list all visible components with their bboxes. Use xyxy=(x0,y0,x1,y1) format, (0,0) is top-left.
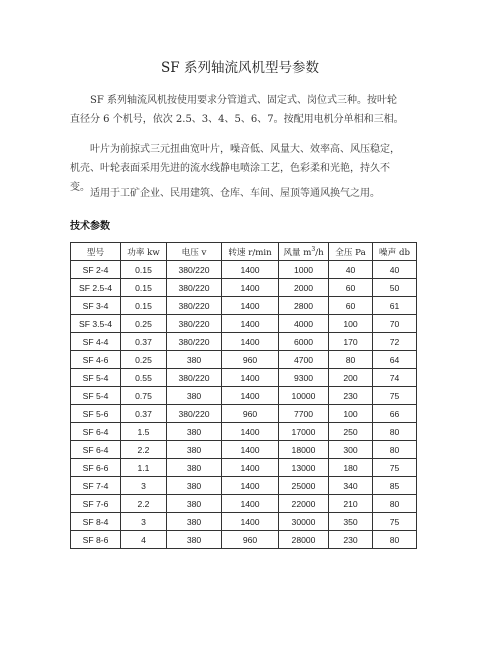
cell-power: 4 xyxy=(121,531,167,549)
cell-pressure: 60 xyxy=(329,279,373,297)
cell-power: 0.37 xyxy=(121,333,167,351)
cell-pressure: 180 xyxy=(329,459,373,477)
cell-airflow: 2000 xyxy=(279,279,329,297)
cell-voltage: 380 xyxy=(167,459,222,477)
cell-speed: 1400 xyxy=(222,297,279,315)
cell-power: 2.2 xyxy=(121,441,167,459)
header-airflow-suffix: /h xyxy=(315,247,324,258)
cell-model: SF 5-4 xyxy=(71,387,121,405)
cell-speed: 1400 xyxy=(222,387,279,405)
cell-airflow: 6000 xyxy=(279,333,329,351)
cell-airflow: 13000 xyxy=(279,459,329,477)
header-voltage: 电压 v xyxy=(167,243,222,261)
table-row xyxy=(71,405,417,423)
cell-noise: 80 xyxy=(373,531,417,549)
table-row xyxy=(71,315,417,333)
cell-power: 1.1 xyxy=(121,459,167,477)
cell-airflow: 22000 xyxy=(279,495,329,513)
cell-noise: 85 xyxy=(373,477,417,495)
cell-speed: 960 xyxy=(222,531,279,549)
cell-model: SF 6-4 xyxy=(71,441,121,459)
cell-noise: 75 xyxy=(373,387,417,405)
table-row xyxy=(71,351,417,369)
cell-model: SF 4-4 xyxy=(71,333,121,351)
cell-power: 1.5 xyxy=(121,423,167,441)
cell-airflow: 4000 xyxy=(279,315,329,333)
header-airflow-sup: 3 xyxy=(311,245,316,253)
table-row xyxy=(71,261,417,279)
cell-voltage: 380/220 xyxy=(167,261,222,279)
cell-voltage: 380/220 xyxy=(167,333,222,351)
cell-airflow: 2800 xyxy=(279,297,329,315)
header-pressure: 全压 Pa xyxy=(329,243,373,261)
cell-model: SF 8-4 xyxy=(71,513,121,531)
cell-noise: 40 xyxy=(373,261,417,279)
cell-noise: 72 xyxy=(373,333,417,351)
cell-airflow: 17000 xyxy=(279,423,329,441)
table-row xyxy=(71,279,417,297)
cell-pressure: 230 xyxy=(329,531,373,549)
cell-pressure: 100 xyxy=(329,405,373,423)
cell-voltage: 380 xyxy=(167,387,222,405)
cell-airflow: 1000 xyxy=(279,261,329,279)
cell-pressure: 100 xyxy=(329,315,373,333)
cell-noise: 75 xyxy=(373,459,417,477)
cell-pressure: 210 xyxy=(329,495,373,513)
cell-noise: 70 xyxy=(373,315,417,333)
cell-model: SF 5-4 xyxy=(71,369,121,387)
cell-voltage: 380 xyxy=(167,513,222,531)
cell-pressure: 230 xyxy=(329,387,373,405)
cell-power: 0.55 xyxy=(121,369,167,387)
cell-pressure: 170 xyxy=(329,333,373,351)
cell-noise: 80 xyxy=(373,441,417,459)
cell-power: 0.15 xyxy=(121,279,167,297)
cell-airflow: 4700 xyxy=(279,351,329,369)
table-row xyxy=(71,513,417,531)
table-row xyxy=(71,459,417,477)
cell-power: 0.37 xyxy=(121,405,167,423)
cell-model: SF 7-6 xyxy=(71,495,121,513)
header-model: 型号 xyxy=(71,243,121,261)
header-noise: 噪声 db xyxy=(373,243,417,261)
cell-voltage: 380 xyxy=(167,477,222,495)
table-row xyxy=(71,441,417,459)
cell-airflow: 7700 xyxy=(279,405,329,423)
cell-voltage: 380/220 xyxy=(167,297,222,315)
header-speed: 转速 r/min xyxy=(222,243,279,261)
table-row xyxy=(71,495,417,513)
cell-model: SF 3-4 xyxy=(71,297,121,315)
spec-table xyxy=(70,242,417,549)
cell-pressure: 60 xyxy=(329,297,373,315)
cell-airflow: 18000 xyxy=(279,441,329,459)
cell-pressure: 200 xyxy=(329,369,373,387)
cell-model: SF 2-4 xyxy=(71,261,121,279)
cell-noise: 66 xyxy=(373,405,417,423)
table-row xyxy=(71,387,417,405)
cell-pressure: 40 xyxy=(329,261,373,279)
cell-pressure: 340 xyxy=(329,477,373,495)
cell-airflow: 28000 xyxy=(279,531,329,549)
cell-speed: 960 xyxy=(222,351,279,369)
cell-model: SF 2.5-4 xyxy=(71,279,121,297)
cell-model: SF 7-4 xyxy=(71,477,121,495)
cell-model: SF 6-6 xyxy=(71,459,121,477)
cell-speed: 1400 xyxy=(222,495,279,513)
cell-voltage: 380/220 xyxy=(167,279,222,297)
cell-voltage: 380 xyxy=(167,423,222,441)
cell-voltage: 380 xyxy=(167,351,222,369)
application-paragraph: 适用于工矿企业、民用建筑、仓库、车间、屋顶等通风换气之用。 xyxy=(90,188,380,199)
intro-paragraph: SF 系列轴流风机按使用要求分管道式、固定式、岗位式三种。按叶轮直径分 6 个机号，依次 2.5、3、4、5、6、7。按配用电机分单相和三相。 xyxy=(70,95,404,125)
cell-voltage: 380/220 xyxy=(167,369,222,387)
cell-power: 0.15 xyxy=(121,261,167,279)
cell-pressure: 350 xyxy=(329,513,373,531)
cell-voltage: 380 xyxy=(167,441,222,459)
cell-voltage: 380/220 xyxy=(167,405,222,423)
cell-noise: 61 xyxy=(373,297,417,315)
cell-airflow: 25000 xyxy=(279,477,329,495)
cell-noise: 80 xyxy=(373,495,417,513)
cell-airflow: 30000 xyxy=(279,513,329,531)
cell-speed: 1400 xyxy=(222,459,279,477)
cell-speed: 1400 xyxy=(222,279,279,297)
page-title: SF 系列轴流风机型号参数 xyxy=(161,60,319,76)
cell-model: SF 5-6 xyxy=(71,405,121,423)
header-power: 功率 kw xyxy=(121,243,167,261)
cell-model: SF 8-6 xyxy=(71,531,121,549)
cell-speed: 1400 xyxy=(222,315,279,333)
cell-airflow: 9300 xyxy=(279,369,329,387)
cell-voltage: 380/220 xyxy=(167,315,222,333)
cell-speed: 960 xyxy=(222,405,279,423)
cell-model: SF 6-4 xyxy=(71,423,121,441)
cell-model: SF 3.5-4 xyxy=(71,315,121,333)
cell-noise: 50 xyxy=(373,279,417,297)
cell-speed: 1400 xyxy=(222,369,279,387)
cell-power: 3 xyxy=(121,477,167,495)
cell-voltage: 380 xyxy=(167,531,222,549)
cell-noise: 80 xyxy=(373,423,417,441)
cell-noise: 64 xyxy=(373,351,417,369)
table-row xyxy=(71,333,417,351)
cell-model: SF 4-6 xyxy=(71,351,121,369)
cell-power: 0.25 xyxy=(121,351,167,369)
cell-speed: 1400 xyxy=(222,513,279,531)
cell-power: 3 xyxy=(121,513,167,531)
header-airflow-label: 风量 m xyxy=(283,247,312,258)
cell-power: 0.15 xyxy=(121,297,167,315)
table-row xyxy=(71,369,417,387)
table-body xyxy=(71,261,417,549)
table-row xyxy=(71,477,417,495)
cell-speed: 1400 xyxy=(222,423,279,441)
cell-speed: 1400 xyxy=(222,441,279,459)
cell-power: 0.25 xyxy=(121,315,167,333)
cell-noise: 74 xyxy=(373,369,417,387)
table-header-row xyxy=(71,243,417,261)
table-row xyxy=(71,423,417,441)
cell-pressure: 80 xyxy=(329,351,373,369)
cell-airflow: 10000 xyxy=(279,387,329,405)
table-row xyxy=(71,297,417,315)
cell-noise: 75 xyxy=(373,513,417,531)
cell-power: 0.75 xyxy=(121,387,167,405)
tech-params-heading: 技术参数 xyxy=(70,221,110,232)
blade-description-paragraph: 叶片为前掠式三元扭曲宽叶片，噪音低、风量大、效率高、风压稳定，机壳、叶轮表面采用先进的流水线静电喷涂工艺，色彩柔和光艳，持久不变。 xyxy=(70,144,400,193)
cell-power: 2.2 xyxy=(121,495,167,513)
cell-speed: 1400 xyxy=(222,261,279,279)
cell-speed: 1400 xyxy=(222,477,279,495)
table-row xyxy=(71,531,417,549)
cell-pressure: 250 xyxy=(329,423,373,441)
cell-pressure: 300 xyxy=(329,441,373,459)
header-airflow xyxy=(279,243,329,261)
cell-speed: 1400 xyxy=(222,333,279,351)
cell-voltage: 380 xyxy=(167,495,222,513)
